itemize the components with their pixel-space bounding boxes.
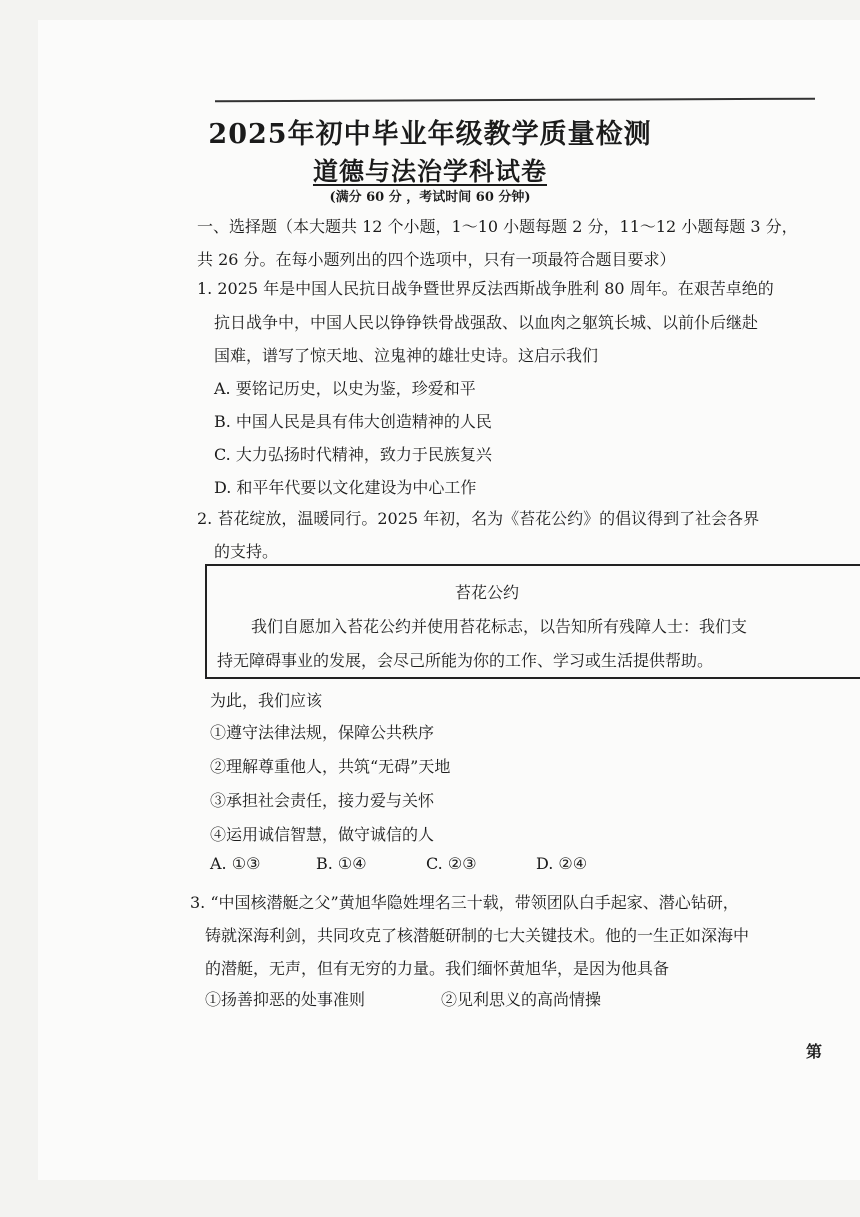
- q1-stem-line1: 1. 2025 年是中国人民抗日战争暨世界反法西斯战争胜利 80 周年。在艰苦卓绝的: [197, 279, 774, 298]
- q1-option-b: B. 中国人民是具有伟大创造精神的人民: [214, 412, 492, 431]
- page-footer: 第: [806, 1042, 823, 1061]
- q2-material-line1: 我们自愿加入苔花公约并使用苔花标志，以告知所有残障人士：我们支: [251, 617, 748, 636]
- q1-option-c: C. 大力弘扬时代精神，致力于民族复兴: [214, 445, 492, 464]
- q2-choice-d: D. ②④: [536, 854, 588, 873]
- q2-material-line2: 持无障碍事业的发展，会尽己所能为你的工作、学习或生活提供帮助。: [217, 651, 714, 670]
- q2-choice-c: C. ②③: [426, 854, 477, 873]
- exam-title: 2025年初中毕业年级教学质量检测: [208, 119, 652, 150]
- q3-stem-line1: 3. “中国核潜艇之父”黄旭华隐姓埋名三十载，带领团队白手起家、潜心钻研，: [190, 893, 739, 912]
- q3-stem-line3: 的潜艇，无声，但有无穷的力量。我们缅怀黄旭华，是因为他具备: [205, 959, 670, 978]
- exam-info: (满分 60 分 ，考试时间 60 分钟): [329, 190, 531, 205]
- q2-stem-line1: 2. 苔花绽放，温暖同行。2025 年初，名为《苔花公约》的倡议得到了社会各界: [197, 509, 760, 528]
- subject-title-text: 道德与法治学科试卷: [312, 157, 547, 186]
- q2-item-2: ②理解尊重他人，共筑“无碍”天地: [210, 757, 451, 776]
- q1-stem-line2: 抗日战争中，中国人民以铮铮铁骨战强敌、以血肉之躯筑长城、以前仆后继赴: [214, 313, 759, 332]
- q2-item-4: ④运用诚信智慧，做守诚信的人: [210, 825, 435, 844]
- section-instructions-line1: 一、选择题（本大题共 12 个小题，1～10 小题每题 2 分，11～12 小题每题 3 分，: [197, 217, 798, 236]
- q2-choices: [210, 854, 587, 873]
- q2-stem-line2: 的支持。: [214, 542, 279, 561]
- subject-title: [0, 152, 860, 188]
- q3-stem-line2: 铸就深海利剑，共同攻克了核潜艇研制的七大关键技术。他的一生正如深海中: [205, 926, 750, 945]
- q2-item-3: ③承担社会责任，接力爱与关怀: [210, 791, 435, 810]
- q1-stem-line3: 国难，谱写了惊天地、泣鬼神的雄壮史诗。这启示我们: [214, 346, 599, 365]
- q2-lead: 为此，我们应该: [210, 691, 323, 710]
- q2-choice-a: A. ①③: [210, 854, 261, 873]
- q3-item-2: ②见利思义的高尚情操: [441, 990, 602, 1009]
- q1-option-d: D. 和平年代要以文化建设为中心工作: [214, 478, 477, 497]
- q2-item-1: ①遵守法律法规，保障公共秩序: [210, 723, 435, 742]
- q2-material-title: 苔花公约: [454, 583, 519, 602]
- section-instructions-line2: 共 26 分。在每小题列出的四个选项中，只有一项最符合题目要求）: [197, 250, 676, 269]
- q3-item-1: ①扬善抑恶的处事准则: [205, 990, 366, 1009]
- q2-choice-b: B. ①④: [316, 854, 367, 873]
- q2-material-box: [205, 564, 860, 679]
- q1-option-a: A. 要铭记历史，以史为鉴，珍爱和平: [214, 379, 476, 398]
